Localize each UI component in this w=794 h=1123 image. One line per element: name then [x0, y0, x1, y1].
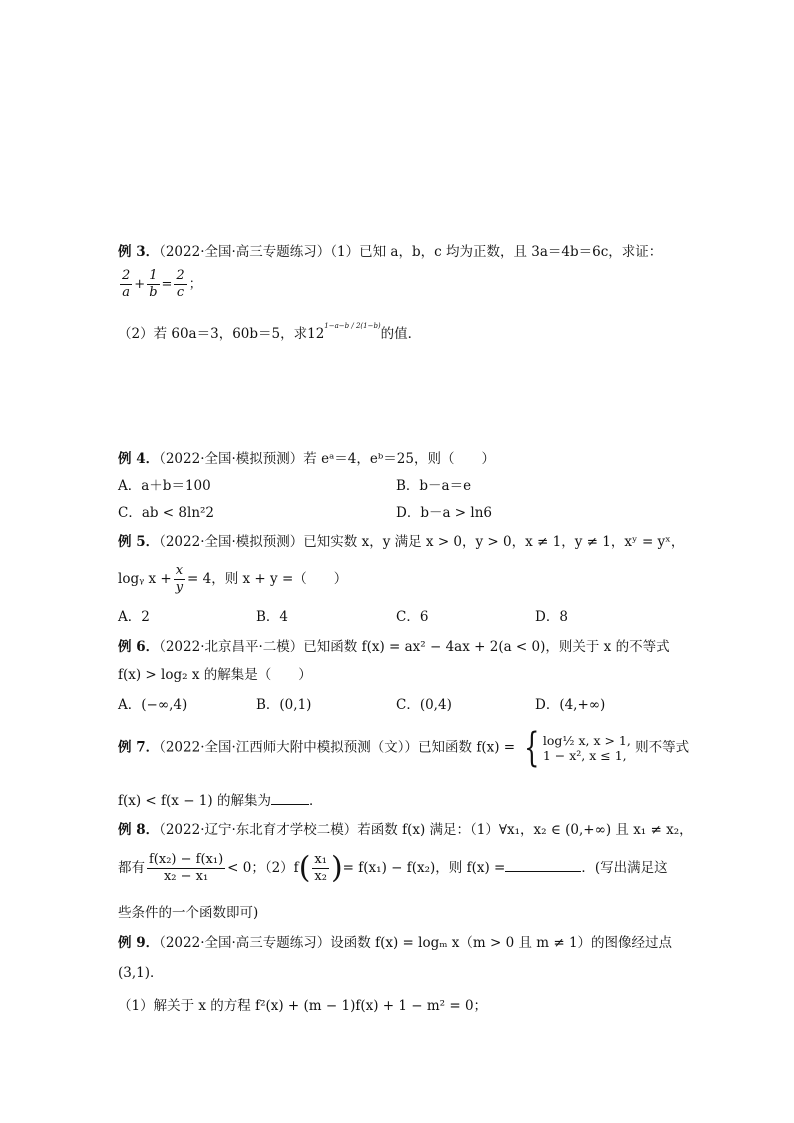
- example-5-option-d: D．8: [535, 609, 568, 625]
- example-5-option-c: C．6: [396, 609, 429, 625]
- example-9-part1: （1）解关于 x 的方程 f²(x) + (m − 1)f(x) + 1 − m² = 0；: [118, 998, 488, 1014]
- example-5-stem2: logᵧ x + $\frac{x}{y}$ = 4，则 x + y =（ ）: [118, 563, 348, 595]
- example-3-formula: $\frac{2}{a}$ + $\frac{1}{b}$ = $\frac{2}{c}$ ；: [122, 268, 202, 300]
- example-5-option-a: A．2: [118, 609, 150, 625]
- answer-blank[interactable]: [505, 857, 581, 872]
- power-base: 12: [307, 326, 325, 342]
- answer-blank[interactable]: [271, 790, 309, 805]
- example-3-line1: [118, 242, 662, 262]
- piecewise-case-2: 1 − x², x ≤ 1,: [542, 748, 627, 763]
- example-5-option-b: B．4: [256, 609, 289, 625]
- example-4-option-d: D．b－a > ln6: [396, 505, 493, 521]
- example-4-option-c: C．ab < 8ln²2: [118, 505, 215, 521]
- example-8-line2: 都有 $\frac{\text{f(x₂) − f(x₁)}}{\text{x₂ − x₁}}$ < 0；（2）f( $\frac{\text{x₁}}{\text{x₂}}$ )= f(x₁) − f(x₂)，则 f(x) = ．(写出满足这: [118, 850, 668, 886]
- example-8-stem: 例 8．（2022·辽宁·东北育才学校二模）若函数 f(x) 满足：（1）∀x₁，x₂ ∈ (0,+∞) 且 x₁ ≠ x₂，: [118, 822, 693, 838]
- example-9-point: (3,1)．: [118, 965, 164, 981]
- example-3-label: 例 3．: [118, 244, 160, 260]
- example-4-stem: 例 4．（2022·全国·模拟预测）若 eᵃ＝4，eᵇ＝25，则（ ）: [118, 451, 495, 467]
- example-3-source: （2022·全国·高三专题练习）: [159, 244, 331, 260]
- example-7-stem: 例 7．（2022·全国·江西师大附中模拟预测（文））已知函数 f(x) = { log½ x, x > 1, 1 − x², x ≤ 1, 则不等式: [118, 725, 690, 771]
- example-6-stem: 例 6．（2022·北京昌平·二模）已知函数 f(x) = ax² − 4ax + 2(a < 0)，则关于 x 的不等式: [118, 639, 670, 655]
- example-5-stem: 例 5．（2022·全国·模拟预测）已知实数 x，y 满足 x > 0，y > 0，x ≠ 1，y ≠ 1，xʸ = yˣ，: [118, 534, 685, 550]
- example-8-line3: 些条件的一个函数即可): [118, 905, 259, 921]
- example-6-option-d: D．(4,+∞): [535, 697, 606, 713]
- example-3-part1: （1）已知 a，b，c 均为正数，且 3a＝4b＝6c，求证：: [330, 244, 663, 260]
- example-4-option-b: B．b－a＝e: [396, 478, 472, 494]
- example-7-stem2: f(x) < f(x − 1) 的解集为 ．: [118, 790, 322, 811]
- piecewise-function: { log½ x, x > 1, 1 − x², x ≤ 1,: [524, 725, 631, 771]
- example-4-option-a: A．a＋b＝100: [118, 478, 211, 494]
- example-6-option-c: C．(0,4): [396, 697, 452, 713]
- example-6-option-b: B．(0,1): [256, 697, 312, 713]
- power-exponent: 1−a−b / 2(1−b): [324, 322, 381, 330]
- example-6-stem2: f(x) > log₂ x 的解集是（ ）: [118, 667, 312, 683]
- example-6-option-a: A．(−∞,4): [118, 697, 188, 713]
- example-3-part2: （2）若 60a＝3，60b＝5，求$12^{1-a-b / 2(1-b)}$的值．: [118, 322, 422, 342]
- example-9-stem: 例 9．（2022·全国·高三专题练习）设函数 f(x) = logₘ x（m > 0 且 m ≠ 1）的图像经过点: [118, 935, 673, 951]
- piecewise-case-1: log½ x, x > 1,: [542, 733, 631, 748]
